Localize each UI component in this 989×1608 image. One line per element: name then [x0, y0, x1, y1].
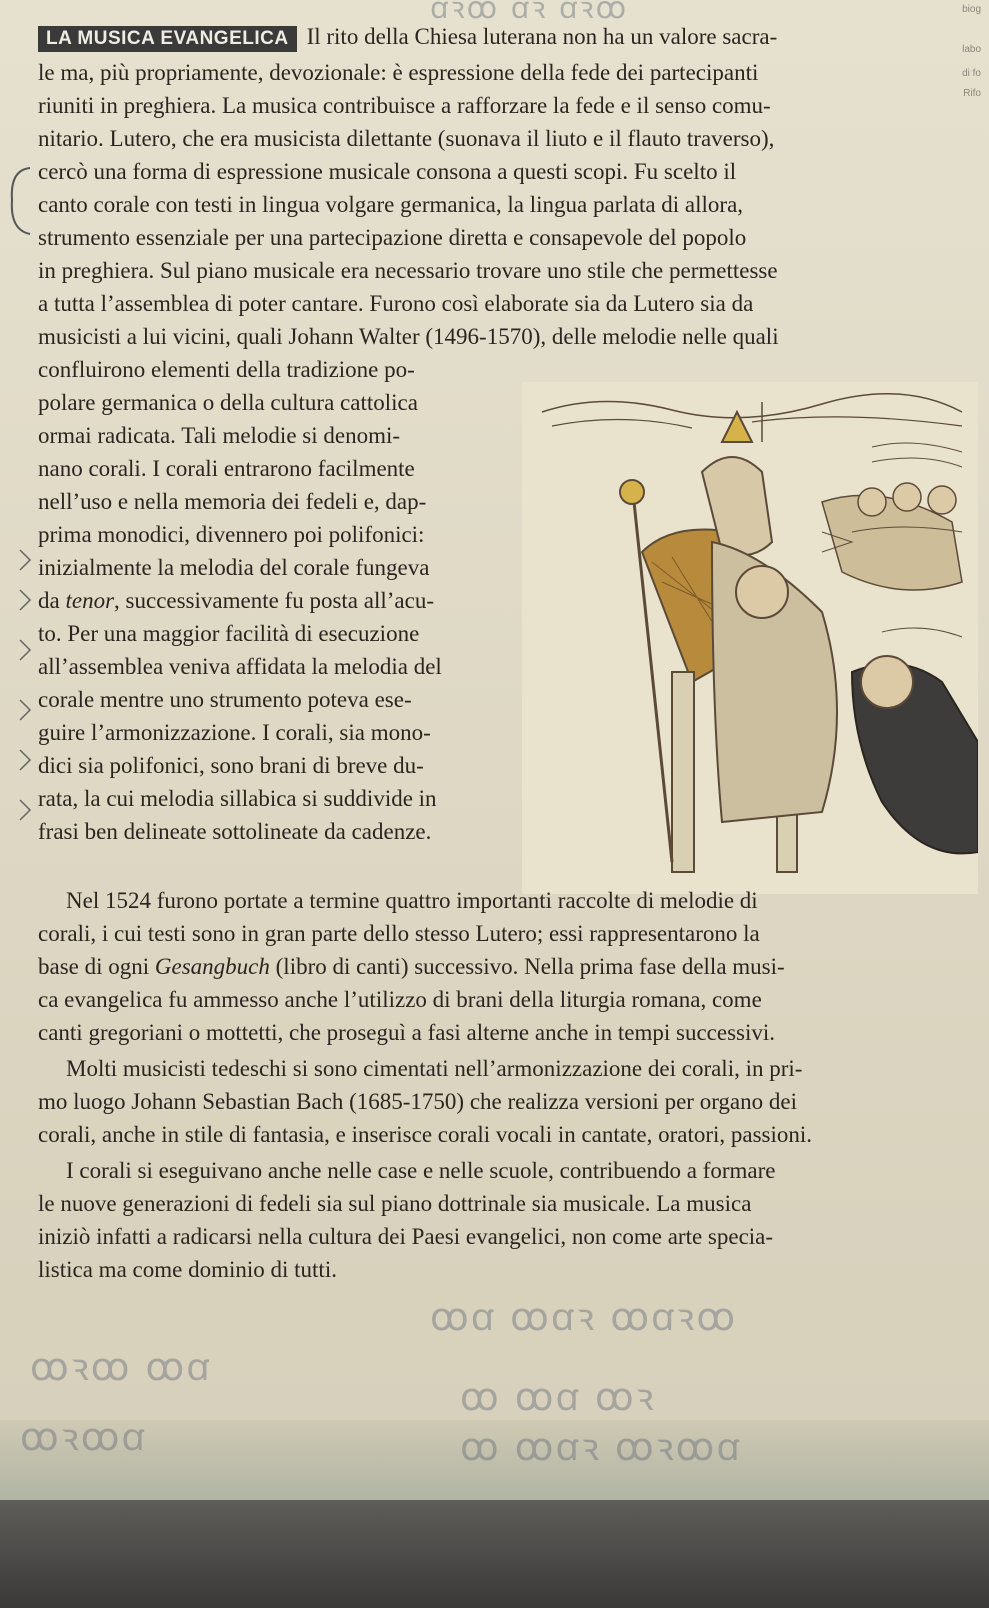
italic-term: tenor [65, 588, 115, 613]
paragraph-line: ca evangelica fu ammesso anche l’utilizzo di brani della liturgia romana, come [38, 987, 762, 1012]
paragraph-line: frasi ben delineate sottolineate da cadenze. [38, 819, 432, 844]
margin-note: Rifo [963, 88, 981, 99]
paragraph-line: canti gregoriani o mottetti, che proseguì a fasi alterne anche in tempi successivi. [38, 1020, 776, 1045]
paragraph-line: nano corali. I corali entrarono facilmente [38, 456, 415, 481]
section-heading: LA MUSICA EVANGELICA [38, 26, 297, 52]
paragraph-line: Nel 1524 furono portate a termine quattro importanti raccolte di melodie di [66, 888, 758, 913]
paragraph-line: cercò una forma di espressione musicale consona a questi scopi. Fu scelto il [38, 159, 737, 184]
margin-note: di fo [962, 68, 981, 79]
margin-note: labo [962, 44, 981, 55]
paragraph-line: confluirono elementi della tradizione po- [38, 357, 415, 382]
paragraph-line: listica ma come dominio di tutti. [38, 1257, 337, 1282]
paragraph-line: nell’uso e nella memoria dei fedeli e, dap- [38, 489, 427, 514]
paragraph-line: strumento essenziale per una partecipazione diretta e consapevole del popolo [38, 225, 747, 250]
paragraph-line: I corali si eseguivano anche nelle case e nelle scuole, contribuendo a formare [66, 1158, 776, 1183]
paragraph-line: canto corale con testi in lingua volgare germanica, la lingua parlata di allora, [38, 192, 744, 217]
paragraph-line: a tutta l’assemblea di poter cantare. Furono così elaborate sia da Lutero sia da [38, 291, 754, 316]
paragraph-line: all’assemblea veniva affidata la melodia del [38, 654, 442, 679]
handwriting-bleed-2: ꝏꝛꝏ ꝏꭤ [30, 1345, 212, 1389]
line-text: , successivamente fu posta all’acu- [114, 588, 434, 613]
historical-illustration [522, 382, 978, 894]
handwriting-bleed-5: ꝏ ꝏꭤꝛ ꝏꝛꝏꭤ [460, 1425, 742, 1469]
paragraph-line: corali, anche in stile di fantasia, e inserisce corali vocali in cantate, oratori, passioni. [38, 1122, 813, 1147]
margin-note: biog [962, 4, 981, 15]
paragraph-line: corali, i cui testi sono in gran parte dello stesso Lutero; essi rappresentarono la [38, 921, 760, 946]
handwriting-bleed-3: ꝏ ꝏꭤ ꝏꝛ [460, 1375, 656, 1419]
line-text: base di ogni [38, 954, 155, 979]
paragraph-line [38, 584, 434, 617]
italic-term: Gesangbuch [154, 954, 270, 979]
paragraph-line: iniziò infatti a radicarsi nella cultura dei Paesi evangelici, non come arte specia- [38, 1224, 774, 1249]
paragraph-line: Molti musicisti tedeschi si sono cimentati nell’armonizzazione dei corali, in pri- [66, 1056, 803, 1081]
pencil-margin-scribbles [0, 540, 40, 860]
paragraph-line: rata, la cui melodia sillabica si suddivide in [38, 786, 437, 811]
paragraph-line [38, 950, 785, 983]
handwriting-bleed-4: ꝏꝛꝏꭤ [20, 1415, 147, 1459]
paragraph-line: musicisti a lui vicini, quali Johann Walter (1496-1570), delle melodie nelle quali [38, 324, 779, 349]
pencil-bracket-mark [0, 160, 40, 240]
paragraph-line: polare germanica o della cultura cattolica [38, 390, 418, 415]
paragraph-line: ormai radicata. Tali melodie si denomi- [38, 423, 401, 448]
line-text: da [38, 588, 66, 613]
paragraph-line: dici sia polifonici, sono brani di breve du- [38, 753, 424, 778]
paragraph-line: nitario. Lutero, che era musicista dilettante (suonava il liuto e il flauto traverso), [38, 126, 775, 151]
background-surface [0, 1500, 989, 1608]
line-text: Il rito della Chiesa luterana non ha un valore sacra- [306, 24, 778, 49]
paragraph-line: le ma, più propriamente, devozionale: è espressione della fede dei partecipanti [38, 60, 759, 85]
paragraph-line: corale mentre uno strumento poteva ese- [38, 687, 412, 712]
illustration-drawing [522, 382, 978, 894]
paragraph-line: mo luogo Johann Sebastian Bach (1685-1750) che realizza versioni per organo dei [38, 1089, 797, 1114]
paragraph-line: riuniti in preghiera. La musica contribuisce a rafforzare la fede e il senso comu- [38, 93, 771, 118]
handwriting-bleed-1: ꝏꭤ ꝏꭤꝛ ꝏꭤꝛꝏ [430, 1295, 738, 1339]
paragraph-line: to. Per una maggior facilità di esecuzione [38, 621, 420, 646]
paragraph-line: guire l’armonizzazione. I corali, sia mono- [38, 720, 431, 745]
paragraph-line [38, 20, 777, 53]
paragraph-line: in preghiera. Sul piano musicale era necessario trovare uno stile che permettesse [38, 258, 778, 283]
paragraph-line: prima monodici, divennero poi polifonici: [38, 522, 425, 547]
paragraph-line: le nuove generazioni di fedeli sia sul piano dottrinale sia musicale. La musica [38, 1191, 752, 1216]
line-text: (libro di canti) successivo. Nella prima fase della musi- [269, 954, 785, 979]
paragraph-line: inizialmente la melodia del corale fungeva [38, 555, 430, 580]
handwriting-bleed-top: ꭤꝛꝏ ꭤꝛ ꭤꝛꝏ [430, 0, 629, 26]
